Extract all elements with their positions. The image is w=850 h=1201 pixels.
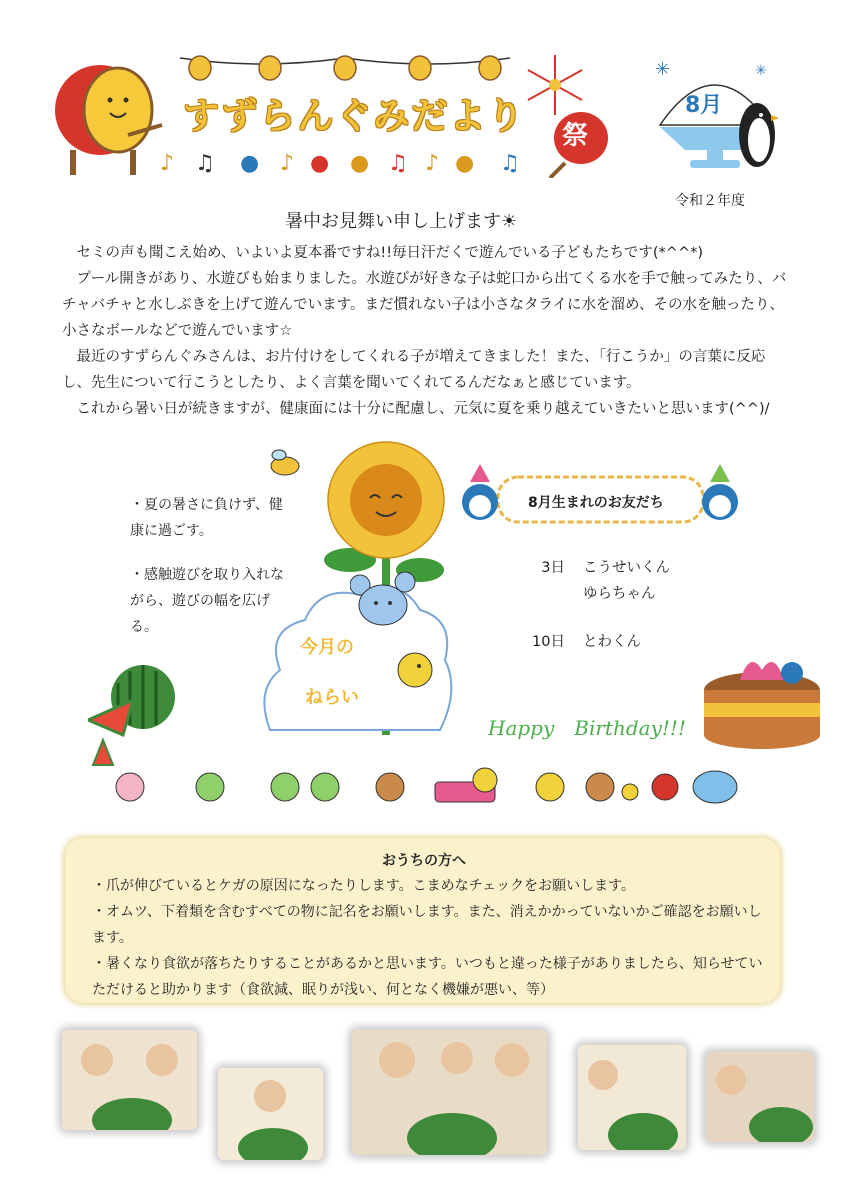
body-paragraph: これから暑い日が続きますが、健康面には十分に配慮し、元気に夏を乗り越えていきたいと思います(^^)/ <box>62 401 770 417</box>
family-notice-item: ・オムツ、下着類を含むすべての物に記名をお願いします。また、消えかかっていないかご確認をお願いします。 <box>92 904 762 946</box>
svg-text:●: ● <box>240 151 260 176</box>
body-text <box>62 240 792 422</box>
svg-text:✳: ✳ <box>755 63 767 79</box>
svg-text:●: ● <box>455 151 475 176</box>
watermelon-icon <box>88 665 178 770</box>
photo-child-watermelon <box>218 1068 323 1160</box>
goal-item: ・夏の暑さに負けず、健康に過ごす。 <box>130 497 283 539</box>
svg-text:♫: ♫ <box>500 151 520 176</box>
birthday-names <box>583 555 670 607</box>
cake-icon <box>700 645 825 750</box>
photo-child-crawling <box>578 1045 686 1150</box>
penguin-icon <box>735 85 780 175</box>
svg-text:♫: ♫ <box>388 151 408 176</box>
birthday-name: とわくん <box>583 634 641 650</box>
mouse-icon <box>350 570 420 630</box>
family-notice-item: ・爪が伸びているとケガの原因になったりします。こまめなチェックをお願いします。 <box>92 878 636 894</box>
birthday-name: こうせいくん <box>583 560 670 576</box>
svg-text:✳: ✳ <box>655 59 671 80</box>
svg-text:●: ● <box>310 151 330 176</box>
year-label: 令和２年度 <box>675 193 745 209</box>
birthday-list <box>505 555 670 655</box>
photo-group-watermelon <box>352 1030 547 1155</box>
body-paragraph: セミの声も聞こえ始め、いよいよ夏本番ですね!!毎日汗だくで遊んでいる子どもたちです(*^^*) <box>62 245 704 261</box>
birthday-day: 10日 <box>532 634 565 650</box>
taiko-drum-icon <box>50 55 170 175</box>
svg-text:♪: ♪ <box>425 151 440 176</box>
birthday-entry <box>505 629 670 655</box>
music-notes-row <box>160 148 540 178</box>
body-paragraph: プール開きがあり、水遊びも始まりました。水遊びが好きな子は蛇口から出てくる水を手で触ってみたり、バチャバチャと水しぶきを上げて遊んでいます。まだ慣れない子は小さなタライに水を溜め、その水を触ったり、小さなボールなどで遊んでいます☆ <box>62 271 787 339</box>
goal-label-1: 今月の <box>300 637 354 658</box>
family-notice-item: ・暑くなり食欲が落ちたりすることがあるかと思います。いつもと違った様子がありましたら、知らせていただけると助かります（食欲減、眠りが浅い、何となく機嫌が悪い、等） <box>92 956 763 998</box>
svg-text:♫: ♫ <box>195 151 215 176</box>
birthday-name: ゆらちゃん <box>583 586 656 602</box>
birthday-entry <box>505 555 670 607</box>
body-paragraph: 最近のすずらんぐみさんは、お片付けをしてくれる子が増えてきました！また、「行こうか」の言葉に反応し、先生について行こうとしたり、よく言葉を聞いてくれてるんだなぁと感じています。 <box>62 349 766 391</box>
photo-children-watermelon <box>62 1030 197 1130</box>
month-label: 8月 <box>685 93 723 118</box>
svg-text:♪: ♪ <box>280 151 295 176</box>
photo-child-reaching <box>706 1052 814 1142</box>
goal-item: ・感触遊びを取り入れながら、遊びの幅を広げる。 <box>130 567 284 635</box>
festival-char: 祭 <box>562 121 589 151</box>
birthday-title: 8月生まれのお友だち <box>528 495 664 511</box>
happy-birthday-text: Happy Birthday!!! <box>488 716 686 740</box>
birthday-day: 3日 <box>541 560 565 576</box>
family-notice-title: おうちの方へ <box>382 853 466 869</box>
bird-icon <box>395 650 435 690</box>
goal-label-2: ねらい <box>305 687 359 708</box>
svg-text:●: ● <box>350 151 370 176</box>
animal-parade <box>105 762 755 812</box>
family-notice-list <box>92 873 772 1003</box>
greeting-heading: 暑中お見舞い申し上げます☀ <box>285 211 518 232</box>
newsletter-title: すずらんぐみだより <box>183 96 526 137</box>
lantern-garland <box>180 50 510 90</box>
bee-icon <box>265 448 305 478</box>
svg-text:♪: ♪ <box>160 151 175 176</box>
